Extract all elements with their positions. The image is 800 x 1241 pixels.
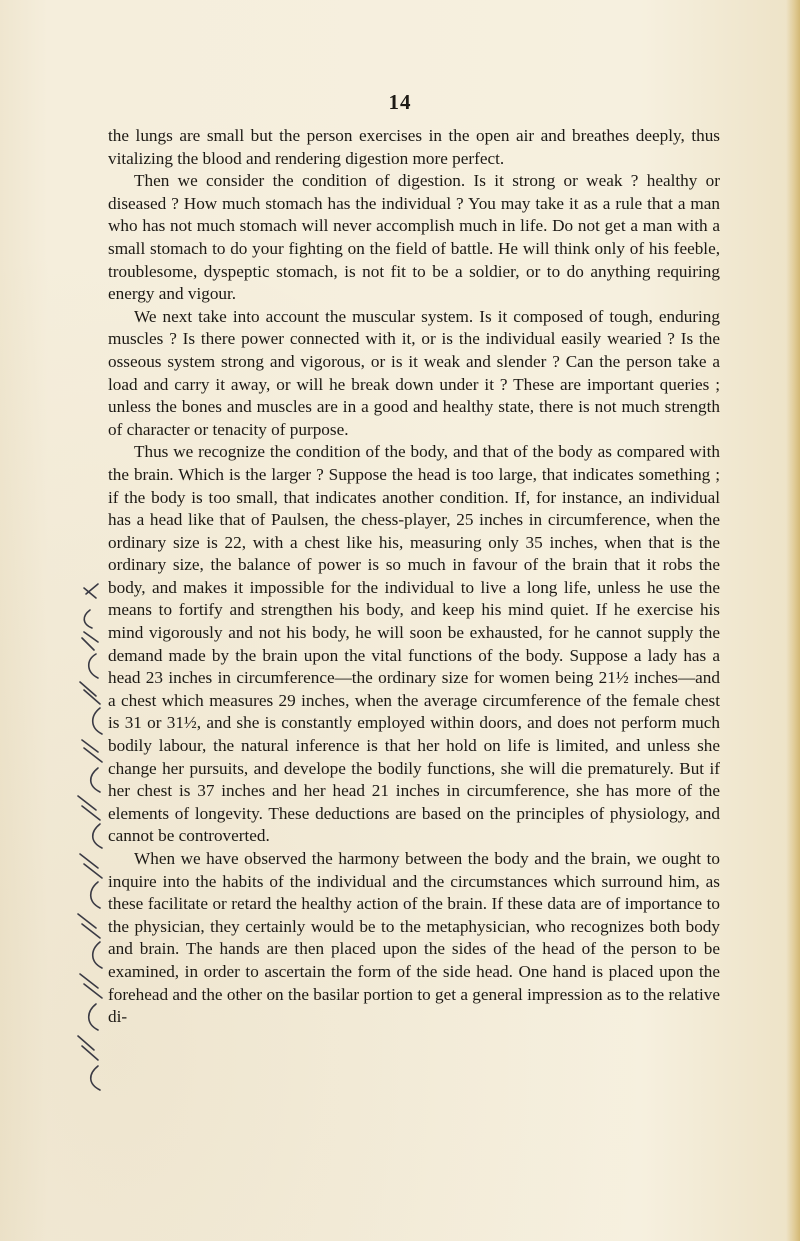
paragraph-1: the lungs are small but the person exercises in the open air and breathes deeply, thus vitalizing the blood and rendering digestion more perfect. (108, 126, 720, 168)
page-body-text (108, 125, 720, 1029)
paragraph-4: Thus we recognize the condition of the body, and that of the body as compared with the brain. Which is the larger ? Suppose the head is too large, that indicates something ; if the body is too small, that indicates another condition. If, for instance, an individual has a head like that of Paulsen, the chess-player, 25 inches in circumference, when the ordinary size is 22, with a chest like his, measuring only 35 inches, when that is the ordinary size, the balance of power is so much in favour of the brain that it robs the body, and makes it impossible for the individual to live a long life, unless he use the means to fortify and strengthen his body, and keep his mind quiet. If he exercise his mind vigorously and not his body, he will soon be exhausted, for he cannot supply the demand made by the brain upon the vital functions of the body. Suppose a lady has a head 23 inches in circumference—the ordinary size for women being 21½ inches—and a chest which measures 29 inches, when the average circumference of the female chest is 31 or 31½, and she is constantly employed within doors, and does not perform much bodily labour, the natural inference is that her hold on life is limited, and unless she change her pursuits, and develope the bodily functions, she will die prematurely. But if her chest is 37 inches and her head 21 inches in circumference, she has more of the elements of longevity. These deductions are based on the principles of physiology, and cannot be controverted. (108, 442, 720, 846)
paragraph-2: Then we consider the condition of digestion. Is it strong or weak ? healthy or diseased ? How much stomach has the individual ? You may take it as a rule that a man who has not much stomach will never accomplish much in life. Do not get a man with a small stomach to do your fighting on the field of battle. He will think only of his feeble, troublesome, dyspeptic stomach, is not fit to be a soldier, or to do anything requiring energy and vigour. (108, 171, 720, 304)
paragraph-5: When we have observed the harmony between the body and the brain, we ought to inquire into the habits of the individual and the circumstances which surround him, as these facilitate or retard the healthy action of the brain. If these data are of importance to the physician, they certainly would be to the metaphysician, who recognizes both body and brain. The hands are then placed upon the sides of the head of the person to be examined, in order to ascertain the form of the side head. One hand is placed upon the forehead and the other on the basilar portion to get a general impression as to the relative di- (108, 849, 720, 1027)
page-edge-stain (786, 0, 800, 1241)
pencil-margin-marks (74, 580, 114, 1100)
paragraph-3: We next take into account the muscular system. Is it composed of tough, enduring muscles ? Is there power connected with it, or is the individual easily wearied ? Is the osseous system strong and vigorous, or is it weak and slender ? Can the person take a load and carry it away, or will he break down under it ? These are important queries ; unless the bones and muscles are in a good and healthy state, there is not much strength of character or tenacity of purpose. (108, 306, 720, 439)
page-number: 14 (388, 90, 412, 114)
